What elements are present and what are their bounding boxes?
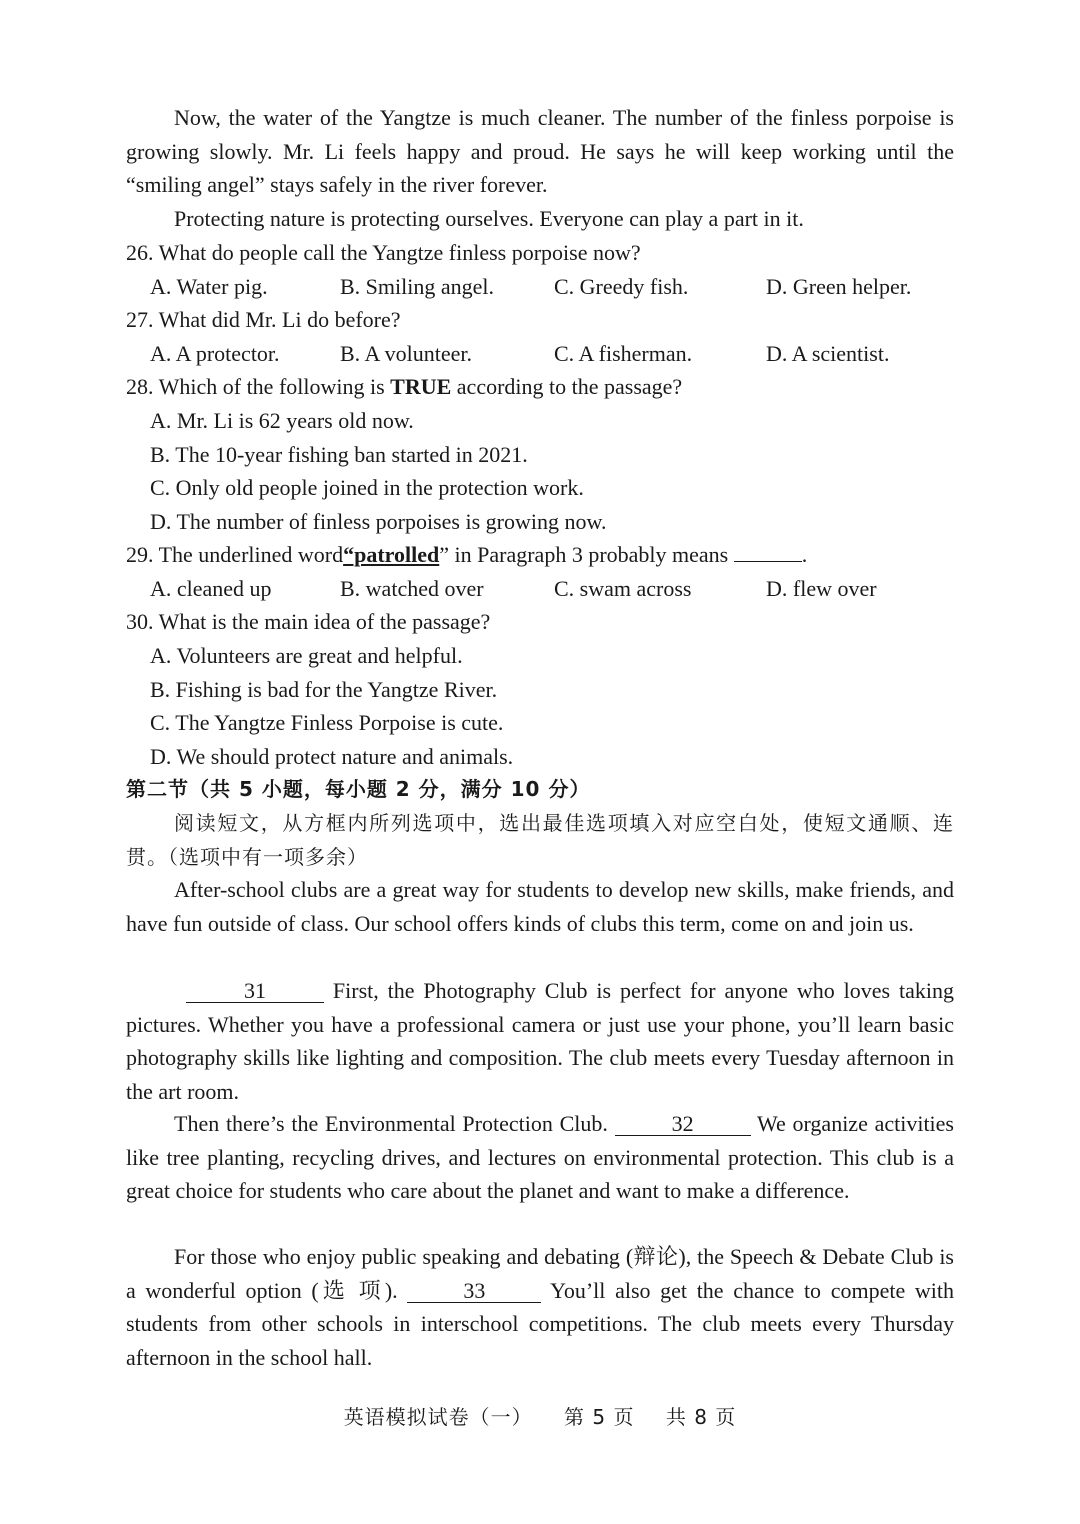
q29-option-a: A. cleaned up [150,576,272,601]
q27-option-b: B. A volunteer. [340,341,472,366]
q27-option-a: A. A protector. [150,341,280,366]
q28-option-b: B. The 10-year fishing ban started in 2021. [150,442,528,467]
section-2-instruction: 阅读短文，从方框内所列选项中，选出最佳选项填入对应空白处，使短文通顺、连贯。（选项中有一项多余） [126,811,954,869]
clubs-paragraph-33-post: You’ll also get the chance to compete with students from other schools in interschool competitions. The club meets every Thursday afternoon in the school hall. [126,1277,954,1370]
q30-option-b: B. Fishing is bad for the Yangtze River. [150,677,498,702]
clubs-paragraph-33 [126,1240,954,1374]
q28-stem-emphasis: TRUE [390,374,452,399]
q30-option-d: D. We should protect nature and animals. [150,744,514,769]
q30-option-c: C. The Yangtze Finless Porpoise is cute. [150,710,504,735]
clubs-paragraph-31 [126,974,954,1108]
q26-option-d: D. Green helper. [766,274,912,299]
passage-paragraph-end: Now, the water of the Yangtze is much cleaner. The number of the finless porpoise is growing slowly. Mr. Li feels happy and proud. He says he will keep working until the “smiling angel” stays safely in the river forever. [126,105,954,198]
question-29-options [150,572,950,605]
clubs-paragraph-32-pre: Then there’s the Environmental Protection Club. [174,1111,615,1136]
question-26-options [150,270,950,303]
blank-32: 32 [615,1113,751,1136]
q29-stem-pre: 29. The underlined word [126,542,344,567]
q27-option-d: D. A scientist. [766,341,890,366]
blank-33: 33 [407,1280,541,1303]
page-footer [0,1400,1080,1434]
clubs-paragraph-33-pre: For those who enjoy public speaking and debating (辩论), the Speech & Debate Club is a wonderful option (选 项). [126,1244,954,1303]
q28-option-c: C. Only old people joined in the protection work. [150,475,584,500]
q28-option-a: A. Mr. Li is 62 years old now. [150,408,414,433]
question-30-stem: 30. What is the main idea of the passage? [126,609,491,634]
footer-total-pages: 共 8 页 [665,1405,737,1429]
clubs-paragraph-31-text: First, the Photography Club is perfect for anyone who loves taking pictures. Whether you have a professional camera or just use your phone, you’ll learn basic photography skills like lighting and composition. The club meets every Tuesday afternoon in the art room. [126,978,954,1104]
q26-option-c: C. Greedy fish. [554,274,689,299]
question-27-options [150,337,950,370]
q29-option-d: D. flew over [766,576,877,601]
clubs-intro-paragraph: After-school clubs are a great way for students to develop new skills, make friends, and have fun outside of class. Our school offers kinds of clubs this term, come on and join us. [126,877,954,936]
footer-exam-title: 英语模拟试卷（一） [343,1405,533,1429]
q29-answer-blank [734,561,802,562]
question-27-stem: 27. What did Mr. Li do before? [126,307,401,332]
q29-stem-post: ” in Paragraph 3 probably means [439,542,729,567]
blank-31: 31 [186,980,324,1003]
q30-option-a: A. Volunteers are great and helpful. [150,643,463,668]
q28-option-d: D. The number of finless porpoises is growing now. [150,509,607,534]
q28-stem-pre: 28. Which of the following is [126,374,391,399]
footer-page-number: 第 5 页 [564,1405,635,1429]
clubs-paragraph-32-post: We organize activities like tree planting, recycling drives, and lectures on environmental protection. This club is a great choice for students who care about the planet and want to make a difference. [126,1111,954,1204]
q29-option-c: C. swam across [554,576,692,601]
section-2-title: 第二节（共 5 小题，每小题 2 分，满分 10 分） [126,777,591,801]
q29-underlined-word: “patrolled [343,542,440,567]
q27-option-c: C. A fisherman. [554,341,693,366]
question-28-stem [126,370,682,403]
q29-stem-end: . [801,542,808,567]
clubs-paragraph-32 [126,1107,954,1208]
q26-option-a: A. Water pig. [150,274,268,299]
question-26-stem: 26. What do people call the Yangtze finless porpoise now? [126,240,641,265]
q26-option-b: B. Smiling angel. [340,274,494,299]
q28-stem-post: according to the passage? [451,374,683,399]
question-29-stem [126,538,807,571]
q29-option-b: B. watched over [340,576,484,601]
passage-conclusion: Protecting nature is protecting ourselves. Everyone can play a part in it. [174,206,804,231]
